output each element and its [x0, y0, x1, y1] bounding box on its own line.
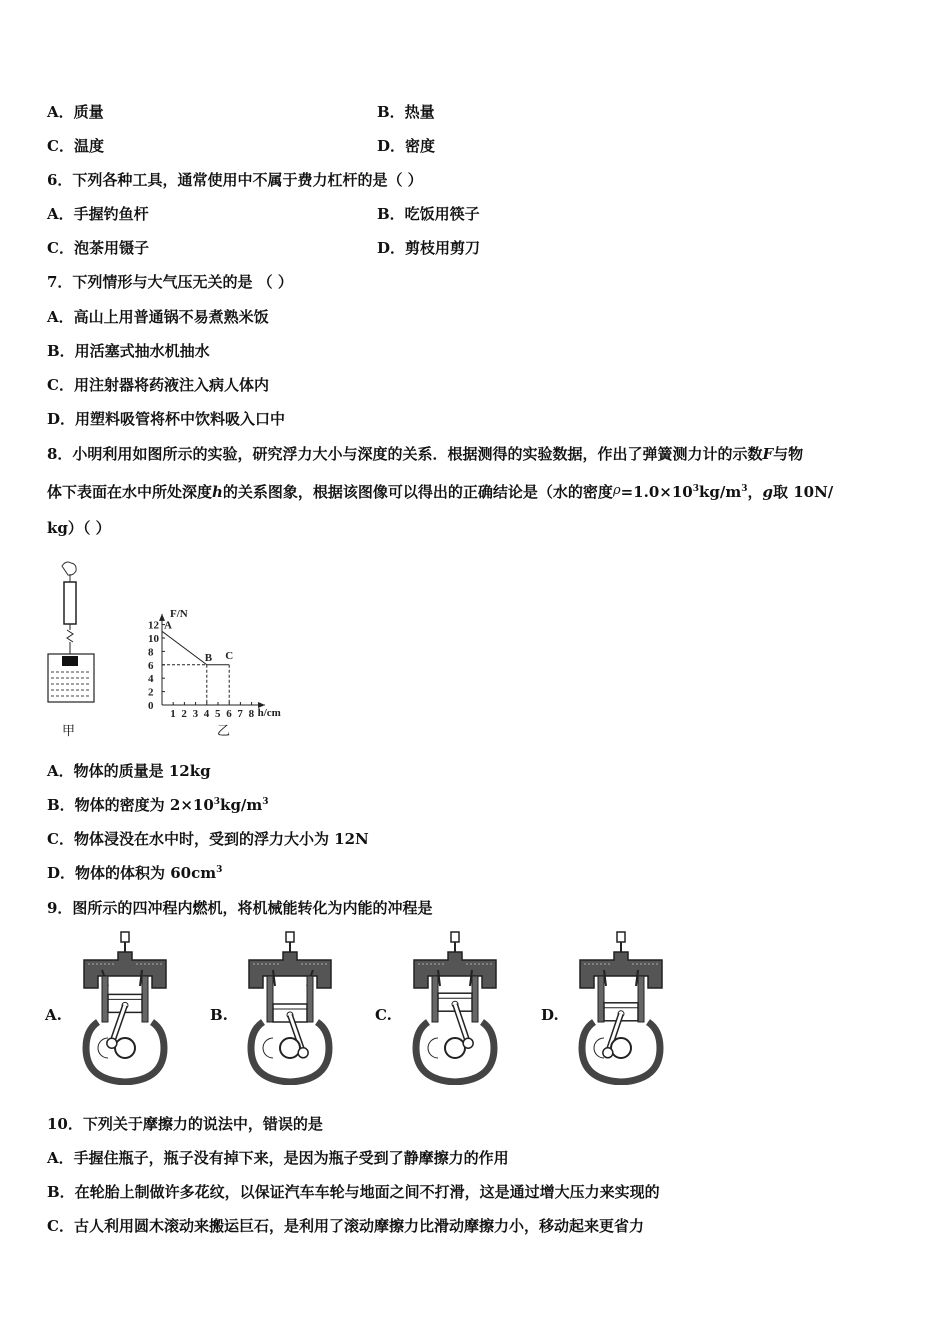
q6-option-c: C．泡茶用镊子 — [47, 239, 149, 257]
q8-var-rho: ρ — [612, 483, 621, 498]
q6-option-a: A．手握钓鱼杆 — [47, 205, 149, 223]
q9-engine-b-icon — [243, 930, 338, 1085]
q8-figure-label-right: 乙 — [217, 724, 231, 739]
q10-option-b: B．在轮胎上制做许多花纹，以保证汽车车轮与地面之间不打滑，这是通过增大压力来实现的 — [47, 1183, 660, 1201]
x-tick-label: 5 — [215, 708, 221, 720]
q6-option-d: D．剪枝用剪刀 — [377, 239, 481, 257]
q9-stem: 9．图所示的四冲程内燃机，将机械能转化为内能的冲程是 — [47, 899, 433, 917]
q9-option-label-c: C. — [375, 1006, 392, 1024]
y-tick-label: 8 — [148, 646, 154, 659]
y-axis-label: F/N — [170, 608, 188, 621]
q8-option-b-sup1: 3 — [213, 797, 221, 807]
data-point-label-c: C — [225, 649, 234, 662]
q9-engine-a-icon — [78, 930, 173, 1085]
q8-option-d-sup: 3 — [216, 865, 223, 875]
q5-option-b: B．热量 — [377, 103, 435, 121]
q8-stem-text-2e: ， — [747, 483, 763, 501]
q8-var-h: h — [212, 483, 223, 501]
q8-stem-line2 — [47, 481, 833, 502]
q8-fh-chart — [130, 590, 330, 720]
x-tick-label: 8 — [248, 708, 255, 720]
q5-option-a: A．质量 — [47, 103, 104, 121]
q8-stem-line1 — [47, 444, 803, 464]
x-tick-label: 6 — [226, 708, 232, 720]
q6-stem: 6．下列各种工具，通常使用中不属于费力杠杆的是（ ） — [47, 171, 423, 189]
q8-option-b-sup2: 3 — [262, 797, 269, 807]
q5-option-c: C．温度 — [47, 137, 104, 155]
q8-stem-text-1: 8．小明利用如图所示的实验，研究浮力大小与深度的关系．根据测得的实验数据，作出了弹簧测力计的示数 — [47, 445, 763, 463]
data-point-label-a: A — [164, 619, 172, 632]
q8-option-b — [47, 795, 269, 815]
x-tick-label: 2 — [181, 708, 187, 720]
q8-stem-text-1b: 与物 — [773, 445, 804, 463]
x-axis-label: h/cm — [257, 707, 281, 719]
q8-option-b-unit: kg/m — [220, 796, 263, 814]
q9-engine-c-icon — [408, 930, 503, 1085]
q5-option-d: D．密度 — [377, 137, 436, 155]
q8-exponent-2: 3 — [741, 484, 748, 494]
y-tick-label: 0 — [148, 700, 154, 712]
q8-figure-spring-scale — [40, 560, 100, 710]
q8-stem-text-2d: kg/m — [698, 483, 742, 501]
q10-option-a: A．手握住瓶子，瓶子没有掉下来，是因为瓶子受到了静摩擦力的作用 — [47, 1149, 509, 1167]
y-tick-label: 12 — [148, 619, 159, 632]
q9-option-label-b: B. — [210, 1006, 228, 1024]
q7-stem: 7．下列情形与大气压无关的是 （ ） — [47, 273, 293, 291]
y-tick-label: 4 — [148, 673, 154, 686]
data-series-line — [162, 631, 229, 665]
q9-engine-d-icon — [574, 930, 669, 1085]
q8-stem-text-2c: =1.0×10 — [620, 483, 693, 501]
data-point-label-b: B — [204, 651, 213, 664]
q6-option-b: B．吃饭用筷子 — [377, 205, 480, 223]
q7-option-c: C．用注射器将药液注入病人体内 — [47, 376, 269, 394]
y-tick-label: 2 — [148, 686, 154, 699]
q9-option-label-a: A. — [45, 1006, 62, 1024]
y-tick-label: 10 — [148, 633, 159, 645]
x-tick-label: 4 — [203, 708, 210, 720]
q8-figure-label-left: 甲 — [62, 724, 76, 739]
q7-option-b: B．用活塞式抽水机抽水 — [47, 342, 210, 360]
x-tick-label: 3 — [192, 708, 199, 720]
x-tick-label: 1 — [170, 708, 176, 720]
q8-option-c: C．物体浸没在水中时，受到的浮力大小为 12N — [47, 830, 369, 848]
q8-option-d-text: D．物体的体积为 60cm — [47, 864, 217, 882]
y-tick-label: 6 — [148, 659, 154, 672]
x-tick-label: 7 — [237, 708, 243, 720]
q8-stem-text-2a: 体下表面在水中所处深度 — [47, 483, 213, 501]
q8-stem-text-2b: 的关系图象，根据该图像可以得出的正确结论是（水的密度 — [222, 483, 613, 501]
q8-var-f: F — [762, 445, 774, 463]
q10-option-c: C．古人利用圆木滚动来搬运巨石，是利用了滚动摩擦力比滑动摩擦力小，移动起来更省力 — [47, 1217, 644, 1235]
q8-option-d — [47, 863, 222, 883]
q7-option-a: A．高山上用普通锅不易煮熟米饭 — [47, 308, 269, 326]
q7-option-d: D．用塑料吸管将杯中饮料吸入口中 — [47, 410, 286, 428]
q10-stem: 10．下列关于摩擦力的说法中，错误的是 — [47, 1115, 323, 1133]
q8-option-a: A．物体的质量是 12kg — [47, 762, 211, 780]
q9-option-label-d: D. — [541, 1006, 559, 1024]
q8-stem-line3: kg）（ ） — [47, 519, 111, 537]
q8-var-g: g — [762, 483, 773, 501]
q8-option-b-text: B．物体的密度为 2×10 — [47, 796, 214, 814]
q8-exponent: 3 — [692, 484, 699, 494]
q8-stem-text-2f: 取 10N/ — [772, 483, 834, 501]
